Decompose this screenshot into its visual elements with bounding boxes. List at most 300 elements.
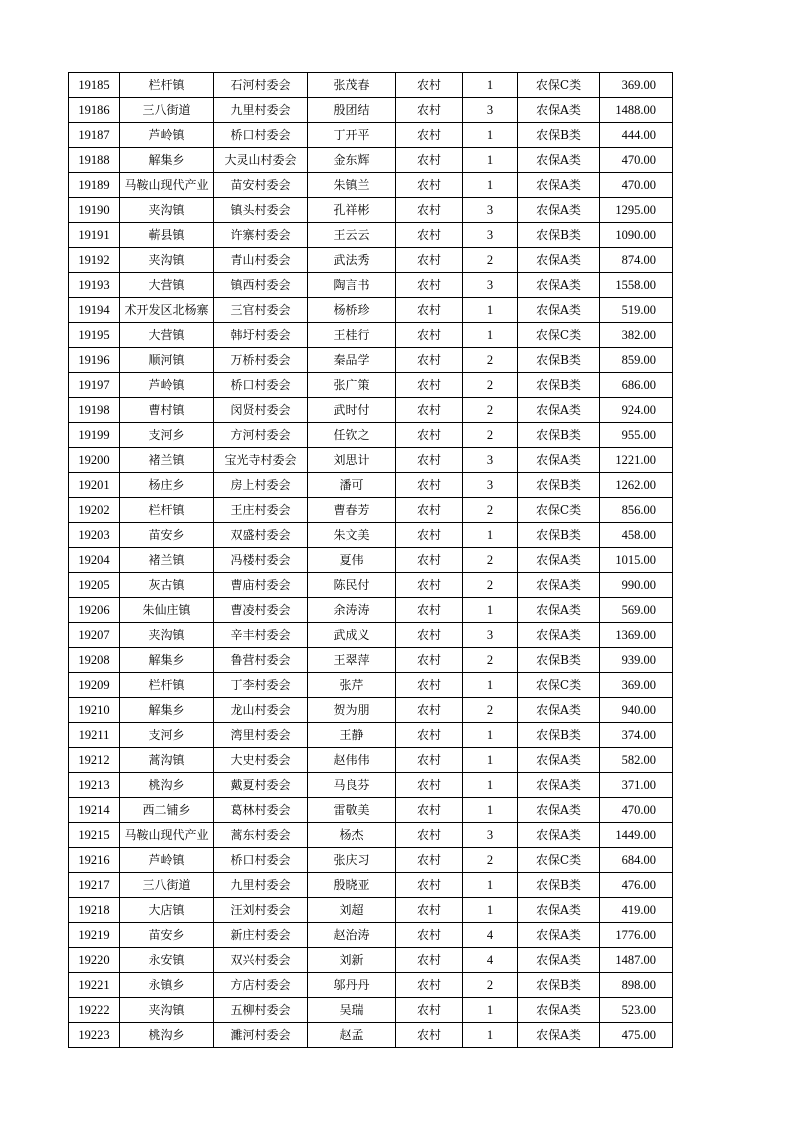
- cell-village: 蒿东村委会: [214, 823, 308, 848]
- cell-count: 3: [463, 273, 518, 298]
- cell-id: 19215: [69, 823, 120, 848]
- cell-name: 曹春芳: [308, 498, 396, 523]
- cell-village: 戴夏村委会: [214, 773, 308, 798]
- table-row: [69, 998, 673, 1023]
- cell-count: 2: [463, 348, 518, 373]
- cell-type: 农村: [396, 773, 463, 798]
- cell-amount: 470.00: [600, 798, 673, 823]
- cell-id: 19222: [69, 998, 120, 1023]
- cell-town: 朱仙庄镇: [120, 598, 214, 623]
- cell-id: 19223: [69, 1023, 120, 1048]
- cell-amount: 419.00: [600, 898, 673, 923]
- cell-count: 1: [463, 148, 518, 173]
- cell-amount: 898.00: [600, 973, 673, 998]
- cell-name: 吴瑞: [308, 998, 396, 1023]
- cell-count: 1: [463, 873, 518, 898]
- cell-count: 1: [463, 998, 518, 1023]
- cell-amount: 369.00: [600, 73, 673, 98]
- cell-amount: 939.00: [600, 648, 673, 673]
- cell-town: 夹沟镇: [120, 198, 214, 223]
- cell-village: 濉河村委会: [214, 1023, 308, 1048]
- cell-name: 殷晓亚: [308, 873, 396, 898]
- cell-name: 金东辉: [308, 148, 396, 173]
- cell-amount: 369.00: [600, 673, 673, 698]
- cell-name: 张广策: [308, 373, 396, 398]
- cell-id: 19192: [69, 248, 120, 273]
- cell-id: 19191: [69, 223, 120, 248]
- cell-category: 农保A类: [518, 798, 600, 823]
- cell-village: 新庄村委会: [214, 923, 308, 948]
- cell-village: 房上村委会: [214, 473, 308, 498]
- cell-name: 秦品学: [308, 348, 396, 373]
- cell-count: 3: [463, 448, 518, 473]
- cell-type: 农村: [396, 823, 463, 848]
- cell-category: 农保A类: [518, 198, 600, 223]
- cell-type: 农村: [396, 573, 463, 598]
- cell-category: 农保A类: [518, 398, 600, 423]
- cell-type: 农村: [396, 123, 463, 148]
- cell-town: 西二铺乡: [120, 798, 214, 823]
- cell-village: 万桥村委会: [214, 348, 308, 373]
- cell-count: 1: [463, 1023, 518, 1048]
- cell-id: 19190: [69, 198, 120, 223]
- cell-village: 三官村委会: [214, 298, 308, 323]
- table-row: [69, 623, 673, 648]
- cell-category: 农保C类: [518, 73, 600, 98]
- cell-count: 1: [463, 523, 518, 548]
- cell-village: 曹庙村委会: [214, 573, 308, 598]
- cell-type: 农村: [396, 173, 463, 198]
- table-row: [69, 323, 673, 348]
- cell-type: 农村: [396, 398, 463, 423]
- cell-name: 张庆习: [308, 848, 396, 873]
- cell-type: 农村: [396, 648, 463, 673]
- table-row: [69, 848, 673, 873]
- cell-id: 19204: [69, 548, 120, 573]
- cell-category: 农保A类: [518, 598, 600, 623]
- cell-category: 农保B类: [518, 973, 600, 998]
- cell-town: 术开发区北杨寨: [120, 298, 214, 323]
- cell-name: 王桂行: [308, 323, 396, 348]
- cell-village: 九里村委会: [214, 873, 308, 898]
- cell-village: 宝光寺村委会: [214, 448, 308, 473]
- cell-id: 19189: [69, 173, 120, 198]
- cell-name: 夏伟: [308, 548, 396, 573]
- cell-town: 蕲县镇: [120, 223, 214, 248]
- cell-category: 农保B类: [518, 873, 600, 898]
- table-row: [69, 98, 673, 123]
- cell-category: 农保A类: [518, 1023, 600, 1048]
- cell-id: 19193: [69, 273, 120, 298]
- cell-id: 19185: [69, 73, 120, 98]
- cell-id: 19206: [69, 598, 120, 623]
- cell-name: 武时付: [308, 398, 396, 423]
- cell-id: 19199: [69, 423, 120, 448]
- table-row: [69, 1023, 673, 1048]
- cell-village: 双盛村委会: [214, 523, 308, 548]
- cell-type: 农村: [396, 673, 463, 698]
- cell-type: 农村: [396, 748, 463, 773]
- cell-village: 石河村委会: [214, 73, 308, 98]
- cell-count: 1: [463, 898, 518, 923]
- cell-type: 农村: [396, 898, 463, 923]
- cell-type: 农村: [396, 973, 463, 998]
- table-row: [69, 773, 673, 798]
- cell-town: 栏杆镇: [120, 673, 214, 698]
- cell-name: 张芹: [308, 673, 396, 698]
- cell-name: 雷敬美: [308, 798, 396, 823]
- cell-name: 陈民付: [308, 573, 396, 598]
- cell-amount: 924.00: [600, 398, 673, 423]
- cell-amount: 475.00: [600, 1023, 673, 1048]
- cell-count: 2: [463, 248, 518, 273]
- cell-amount: 1449.00: [600, 823, 673, 848]
- cell-amount: 686.00: [600, 373, 673, 398]
- cell-id: 19212: [69, 748, 120, 773]
- cell-id: 19218: [69, 898, 120, 923]
- cell-category: 农保A类: [518, 948, 600, 973]
- cell-village: 桥口村委会: [214, 123, 308, 148]
- cell-amount: 1221.00: [600, 448, 673, 473]
- cell-town: 芦岭镇: [120, 373, 214, 398]
- cell-village: 葛林村委会: [214, 798, 308, 823]
- cell-id: 19188: [69, 148, 120, 173]
- cell-count: 1: [463, 748, 518, 773]
- cell-count: 1: [463, 773, 518, 798]
- table-row: [69, 298, 673, 323]
- cell-town: 三八街道: [120, 873, 214, 898]
- table-row: [69, 973, 673, 998]
- cell-type: 农村: [396, 723, 463, 748]
- cell-amount: 1488.00: [600, 98, 673, 123]
- cell-type: 农村: [396, 223, 463, 248]
- table-row: [69, 523, 673, 548]
- cell-id: 19187: [69, 123, 120, 148]
- cell-amount: 856.00: [600, 498, 673, 523]
- cell-category: 农保A类: [518, 273, 600, 298]
- cell-count: 1: [463, 73, 518, 98]
- cell-village: 方河村委会: [214, 423, 308, 448]
- cell-name: 赵伟伟: [308, 748, 396, 773]
- cell-type: 农村: [396, 1023, 463, 1048]
- cell-id: 19186: [69, 98, 120, 123]
- cell-count: 3: [463, 823, 518, 848]
- cell-amount: 1090.00: [600, 223, 673, 248]
- cell-category: 农保A类: [518, 623, 600, 648]
- cell-amount: 859.00: [600, 348, 673, 373]
- table-row: [69, 448, 673, 473]
- cell-town: 苗安乡: [120, 923, 214, 948]
- cell-type: 农村: [396, 923, 463, 948]
- table-row: [69, 173, 673, 198]
- cell-village: 苗安村委会: [214, 173, 308, 198]
- cell-name: 孔祥彬: [308, 198, 396, 223]
- cell-town: 曹村镇: [120, 398, 214, 423]
- cell-town: 解集乡: [120, 148, 214, 173]
- cell-town: 大营镇: [120, 273, 214, 298]
- cell-id: 19207: [69, 623, 120, 648]
- cell-town: 解集乡: [120, 648, 214, 673]
- cell-town: 栏杆镇: [120, 73, 214, 98]
- cell-name: 贺为朋: [308, 698, 396, 723]
- cell-village: 桥口村委会: [214, 373, 308, 398]
- cell-amount: 523.00: [600, 998, 673, 1023]
- cell-type: 农村: [396, 598, 463, 623]
- cell-category: 农保B类: [518, 223, 600, 248]
- cell-category: 农保A类: [518, 898, 600, 923]
- cell-category: 农保A类: [518, 448, 600, 473]
- cell-village: 韩圩村委会: [214, 323, 308, 348]
- cell-category: 农保C类: [518, 498, 600, 523]
- cell-name: 刘新: [308, 948, 396, 973]
- cell-id: 19194: [69, 298, 120, 323]
- table-row: [69, 948, 673, 973]
- cell-count: 3: [463, 198, 518, 223]
- cell-name: 刘超: [308, 898, 396, 923]
- cell-name: 杨桥珍: [308, 298, 396, 323]
- cell-id: 19200: [69, 448, 120, 473]
- cell-town: 顺河镇: [120, 348, 214, 373]
- cell-category: 农保A类: [518, 248, 600, 273]
- cell-count: 2: [463, 648, 518, 673]
- cell-town: 夹沟镇: [120, 998, 214, 1023]
- cell-name: 任钦之: [308, 423, 396, 448]
- cell-type: 农村: [396, 473, 463, 498]
- cell-count: 2: [463, 548, 518, 573]
- cell-id: 19213: [69, 773, 120, 798]
- cell-count: 3: [463, 223, 518, 248]
- cell-town: 苗安乡: [120, 523, 214, 548]
- cell-name: 殷团结: [308, 98, 396, 123]
- data-table: [68, 72, 673, 1048]
- cell-type: 农村: [396, 623, 463, 648]
- cell-type: 农村: [396, 348, 463, 373]
- cell-amount: 470.00: [600, 148, 673, 173]
- cell-id: 19221: [69, 973, 120, 998]
- table-row: [69, 398, 673, 423]
- cell-id: 19205: [69, 573, 120, 598]
- cell-type: 农村: [396, 523, 463, 548]
- cell-town: 芦岭镇: [120, 848, 214, 873]
- cell-id: 19198: [69, 398, 120, 423]
- table-row: [69, 198, 673, 223]
- cell-category: 农保C类: [518, 673, 600, 698]
- cell-id: 19209: [69, 673, 120, 698]
- cell-id: 19197: [69, 373, 120, 398]
- table-row: [69, 248, 673, 273]
- cell-category: 农保A类: [518, 573, 600, 598]
- cell-name: 余涛涛: [308, 598, 396, 623]
- cell-town: 蒿沟镇: [120, 748, 214, 773]
- cell-village: 辛丰村委会: [214, 623, 308, 648]
- cell-town: 大店镇: [120, 898, 214, 923]
- table-row: [69, 73, 673, 98]
- cell-name: 张茂春: [308, 73, 396, 98]
- cell-name: 杨杰: [308, 823, 396, 848]
- cell-name: 朱文美: [308, 523, 396, 548]
- cell-category: 农保B类: [518, 123, 600, 148]
- cell-count: 3: [463, 473, 518, 498]
- cell-id: 19202: [69, 498, 120, 523]
- cell-town: 支河乡: [120, 723, 214, 748]
- table-row: [69, 273, 673, 298]
- cell-town: 马鞍山现代产业: [120, 173, 214, 198]
- table-row: [69, 473, 673, 498]
- cell-category: 农保A类: [518, 748, 600, 773]
- table-row: [69, 598, 673, 623]
- cell-category: 农保B类: [518, 523, 600, 548]
- cell-village: 镇头村委会: [214, 198, 308, 223]
- cell-town: 桃沟乡: [120, 1023, 214, 1048]
- cell-town: 芦岭镇: [120, 123, 214, 148]
- cell-village: 湾里村委会: [214, 723, 308, 748]
- cell-amount: 940.00: [600, 698, 673, 723]
- cell-id: 19216: [69, 848, 120, 873]
- cell-type: 农村: [396, 198, 463, 223]
- cell-type: 农村: [396, 323, 463, 348]
- cell-amount: 476.00: [600, 873, 673, 898]
- cell-type: 农村: [396, 248, 463, 273]
- cell-town: 大营镇: [120, 323, 214, 348]
- cell-town: 褚兰镇: [120, 448, 214, 473]
- cell-id: 19210: [69, 698, 120, 723]
- cell-amount: 1015.00: [600, 548, 673, 573]
- cell-amount: 582.00: [600, 748, 673, 773]
- cell-name: 朱镇兰: [308, 173, 396, 198]
- cell-name: 邬丹丹: [308, 973, 396, 998]
- table-row: [69, 723, 673, 748]
- cell-count: 1: [463, 723, 518, 748]
- cell-count: 1: [463, 323, 518, 348]
- cell-village: 许寨村委会: [214, 223, 308, 248]
- table-row: [69, 498, 673, 523]
- cell-category: 农保C类: [518, 848, 600, 873]
- cell-type: 农村: [396, 423, 463, 448]
- cell-category: 农保C类: [518, 323, 600, 348]
- cell-town: 夹沟镇: [120, 248, 214, 273]
- cell-id: 19195: [69, 323, 120, 348]
- cell-town: 夹沟镇: [120, 623, 214, 648]
- cell-type: 农村: [396, 373, 463, 398]
- table-row: [69, 148, 673, 173]
- cell-amount: 1262.00: [600, 473, 673, 498]
- cell-village: 龙山村委会: [214, 698, 308, 723]
- table-row: [69, 673, 673, 698]
- cell-count: 1: [463, 673, 518, 698]
- cell-category: 农保B类: [518, 473, 600, 498]
- cell-category: 农保A类: [518, 773, 600, 798]
- cell-town: 三八街道: [120, 98, 214, 123]
- table-row: [69, 923, 673, 948]
- cell-count: 2: [463, 373, 518, 398]
- cell-count: 1: [463, 598, 518, 623]
- cell-id: 19196: [69, 348, 120, 373]
- cell-village: 桥口村委会: [214, 848, 308, 873]
- cell-count: 3: [463, 623, 518, 648]
- cell-count: 1: [463, 123, 518, 148]
- cell-amount: 519.00: [600, 298, 673, 323]
- cell-type: 农村: [396, 148, 463, 173]
- cell-amount: 382.00: [600, 323, 673, 348]
- cell-village: 丁李村委会: [214, 673, 308, 698]
- cell-type: 农村: [396, 798, 463, 823]
- cell-count: 1: [463, 798, 518, 823]
- cell-category: 农保B类: [518, 348, 600, 373]
- cell-town: 桃沟乡: [120, 773, 214, 798]
- cell-amount: 955.00: [600, 423, 673, 448]
- cell-category: 农保A类: [518, 698, 600, 723]
- cell-id: 19217: [69, 873, 120, 898]
- table-row: [69, 573, 673, 598]
- cell-name: 刘思计: [308, 448, 396, 473]
- cell-count: 4: [463, 948, 518, 973]
- cell-amount: 1487.00: [600, 948, 673, 973]
- cell-amount: 684.00: [600, 848, 673, 873]
- cell-name: 王静: [308, 723, 396, 748]
- cell-name: 马良芬: [308, 773, 396, 798]
- cell-count: 2: [463, 573, 518, 598]
- cell-amount: 1776.00: [600, 923, 673, 948]
- table-row: [69, 423, 673, 448]
- cell-id: 19208: [69, 648, 120, 673]
- cell-name: 王翠萍: [308, 648, 396, 673]
- table-row: [69, 648, 673, 673]
- cell-village: 冯楼村委会: [214, 548, 308, 573]
- cell-type: 农村: [396, 298, 463, 323]
- cell-name: 赵孟: [308, 1023, 396, 1048]
- cell-name: 赵治涛: [308, 923, 396, 948]
- cell-type: 农村: [396, 848, 463, 873]
- cell-name: 陶言书: [308, 273, 396, 298]
- cell-type: 农村: [396, 448, 463, 473]
- table-row: [69, 223, 673, 248]
- cell-count: 2: [463, 498, 518, 523]
- table-row: [69, 123, 673, 148]
- cell-id: 19219: [69, 923, 120, 948]
- cell-town: 支河乡: [120, 423, 214, 448]
- cell-category: 农保B类: [518, 723, 600, 748]
- table-row: [69, 798, 673, 823]
- table-row: [69, 873, 673, 898]
- cell-name: 武法秀: [308, 248, 396, 273]
- cell-amount: 470.00: [600, 173, 673, 198]
- cell-category: 农保B类: [518, 373, 600, 398]
- cell-town: 灰古镇: [120, 573, 214, 598]
- cell-name: 潘可: [308, 473, 396, 498]
- cell-id: 19203: [69, 523, 120, 548]
- cell-type: 农村: [396, 873, 463, 898]
- cell-name: 王云云: [308, 223, 396, 248]
- table-row: [69, 348, 673, 373]
- cell-village: 双兴村委会: [214, 948, 308, 973]
- table-row: [69, 548, 673, 573]
- cell-amount: 1295.00: [600, 198, 673, 223]
- cell-town: 永安镇: [120, 948, 214, 973]
- cell-category: 农保A类: [518, 548, 600, 573]
- cell-type: 农村: [396, 998, 463, 1023]
- cell-id: 19220: [69, 948, 120, 973]
- cell-type: 农村: [396, 948, 463, 973]
- cell-id: 19214: [69, 798, 120, 823]
- cell-village: 大史村委会: [214, 748, 308, 773]
- cell-town: 解集乡: [120, 698, 214, 723]
- cell-village: 五柳村委会: [214, 998, 308, 1023]
- cell-category: 农保A类: [518, 298, 600, 323]
- cell-count: 1: [463, 173, 518, 198]
- cell-town: 永镇乡: [120, 973, 214, 998]
- cell-type: 农村: [396, 73, 463, 98]
- cell-type: 农村: [396, 273, 463, 298]
